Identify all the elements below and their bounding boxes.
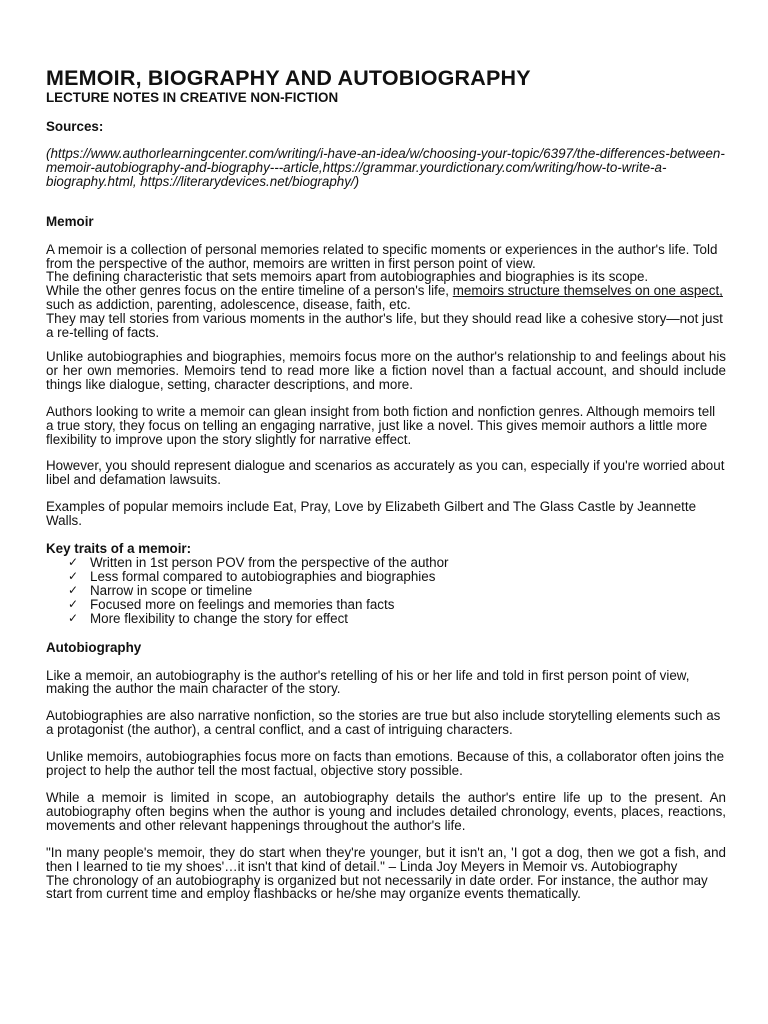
checkmark-icon: ✓ (68, 596, 79, 611)
memoir-paragraph-5: Examples of popular memoirs include Eat, Pray, Love by Elizabeth Gilbert and The Glass Castle by Jeannette Walls. (46, 499, 697, 529)
checkmark-icon: ✓ (68, 555, 79, 570)
list-item: ✓ Written in 1st person POV from the perspective of the author (68, 555, 449, 571)
autobiography-paragraph-1: Like a memoir, an autobiography is the author's retelling of his or her life and told in first person point of view, making the author the main character of the story. (46, 667, 690, 697)
memoir-p1-line3-post: such as addiction, parenting, adolescence, disease, faith, etc. (46, 297, 411, 313)
autobiography-quote: "In many people's memoir, they do start when they're younger, but it isn't an, 'I got a dog, then we got a fish, and then I learned to tie my shoes'…it isn't that kind of detail." – Linda Joy Meyers in Memoir vs. Autobiography (46, 844, 726, 874)
memoir-paragraph-4: However, you should represent dialogue and scenarios as accurately as you can, especially if you're worried about libel and defamation lawsuits. (46, 458, 725, 488)
memoir-p1-line1: A memoir is a collection of personal memories related to specific moments or experiences in the author's life. Told from the perspective of the author, memoirs are written in first person point of view. (46, 241, 718, 271)
sources-text: (https://www.authorlearningcenter.com/writing/i-have-an-idea/w/choosing-your-topic/6397/the-differences-between-memoir-autobiography-and-biography---article,https://grammar.yourdictionary.com/writing/how-to-write-a-biography.html, https://literarydevices.net/biography/) (46, 145, 725, 189)
memoir-p1-line4: They may tell stories from various moments in the author's life, but they should read like a cohesive story—not just a re-telling of facts. (46, 311, 723, 341)
list-item: ✓ Less formal compared to autobiographies and biographies (68, 568, 436, 584)
checkmark-icon: ✓ (68, 582, 79, 597)
memoir-p1-line3 (46, 284, 726, 312)
autobiography-paragraph-3: Unlike memoirs, autobiographies focus more on facts than emotions. Because of this, a collaborator often joins the project to help the author tell the most factual, objective story possible. (46, 749, 725, 779)
checkmark-icon: ✓ (68, 610, 79, 625)
sources-heading: Sources: (46, 119, 104, 134)
list-item: ✓ Focused more on feelings and memories than facts (68, 596, 395, 612)
memoir-p1-underlined: memoirs structure themselves on one aspect, (452, 283, 723, 299)
memoir-paragraph-3: Authors looking to write a memoir can glean insight from both fiction and nonfiction genres. Although memoirs tell a true story, they focus on telling an engaging narrative, just like a novel. This gives memoir authors a little more flexibility to improve upon the story slightly for narrative effect. (46, 403, 716, 447)
memoir-p1-line2: The defining characteristic that sets memoirs apart from autobiographies and biographies is its scope. (46, 269, 649, 285)
autobiography-paragraph-4: While a memoir is limited in scope, an autobiography details the author's entire life up to the present. An autobiography often begins when the author is young and includes detailed chronology, events, places, reactions, movements and other relevant happenings throughout the author's life. (46, 790, 726, 833)
document-title: MEMOIR, BIOGRAPHY AND AUTOBIOGRAPHY (46, 66, 531, 90)
memoir-paragraph-2: Unlike autobiographies and biographies, memoirs focus more on the author's relationship to and feelings about his or her own memories. Memoirs tend to read more like a fiction novel than a factual account, and should include things like dialogue, setting, character descriptions, and more. (46, 348, 726, 392)
autobiography-paragraph-5 (46, 846, 726, 902)
autobiography-heading: Autobiography (46, 639, 142, 655)
traits-list (46, 556, 726, 626)
checkmark-icon: ✓ (68, 568, 79, 583)
document-subtitle: LECTURE NOTES IN CREATIVE NON-FICTION (46, 90, 339, 105)
list-item: ✓ Narrow in scope or timeline (68, 582, 253, 598)
memoir-p1-line3-pre: While the other genres focus on the entire timeline of a person's life, (46, 283, 453, 299)
list-item: ✓ More flexibility to change the story for effect (68, 610, 349, 626)
memoir-heading: Memoir (46, 213, 94, 229)
autobiography-paragraph-2: Autobiographies are also narrative nonfiction, so the stories are true but also include storytelling elements such as a protagonist (the author), a central conflict, and a cast of intriguing characters. (46, 708, 721, 738)
document-page (46, 66, 726, 901)
memoir-paragraph-1 (46, 243, 726, 340)
traits-heading: Key traits of a memoir: (46, 541, 192, 557)
autobiography-p5-rest: The chronology of an autobiography is organized but not necessarily in date order. For instance, the author may start from current time and employ flashbacks or he/she may organize events thematically. (46, 872, 708, 902)
